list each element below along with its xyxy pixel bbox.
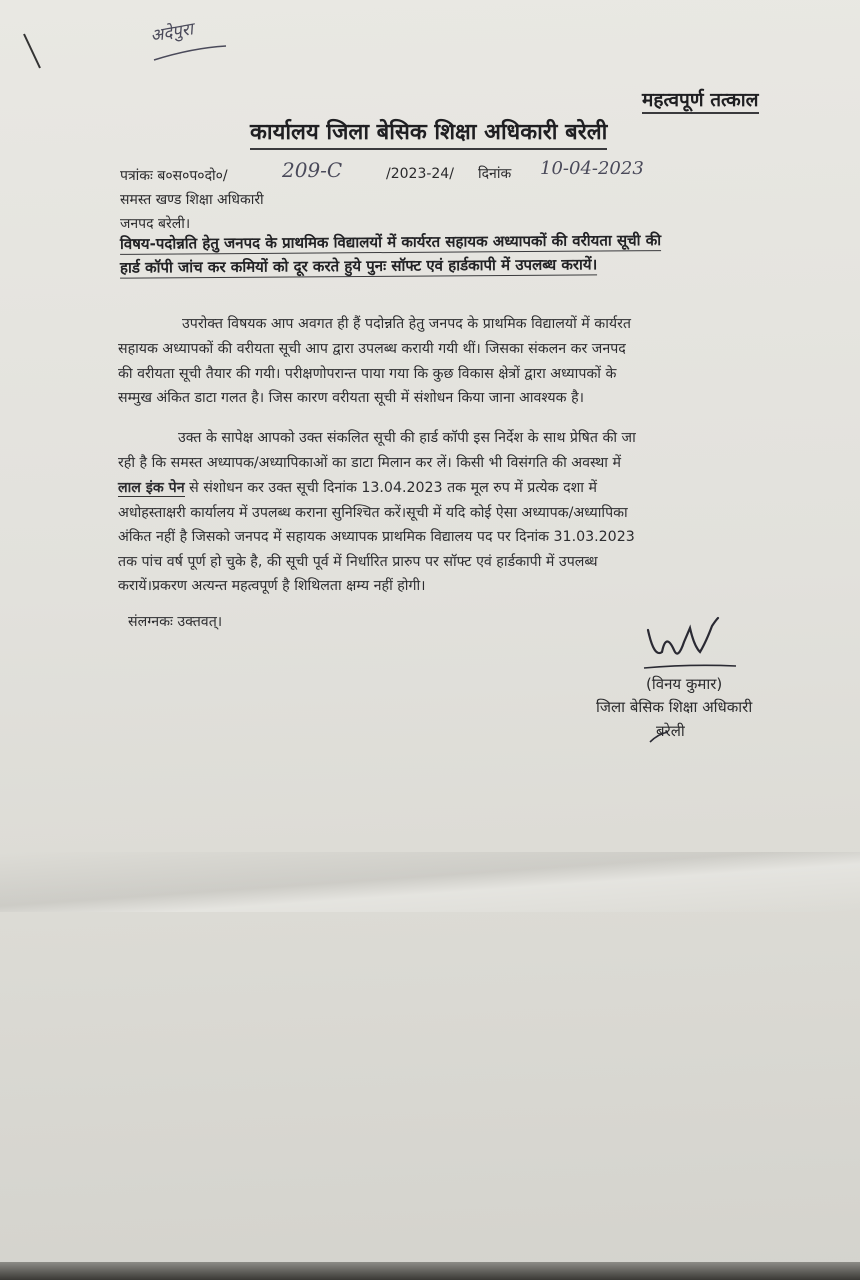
para2-line7: करायें।प्रकरण अत्यन्त महत्वपूर्ण है शिथिलता क्षम्य नहीं होगी। bbox=[118, 578, 426, 594]
urgent-label: महत्वपूर्ण तत्काल bbox=[642, 86, 759, 114]
enclosure-note: संलग्नकः उक्तवत्। bbox=[128, 614, 223, 630]
para2-line2: रही है कि समस्त अध्यापक/अध्यापिकाओं का डाटा मिलान कर लें। किसी भी विसंगति की अवस्था में bbox=[118, 455, 621, 471]
recipient-line2: जनपद बरेली। bbox=[120, 216, 191, 232]
para2-line6: तक पांच वर्ष पूर्ण हो चुके है, की सूची पूर्व में निर्धारित प्रारुप पर सॉफ्ट एवं हार्डकापी में उपलब्ध bbox=[118, 554, 598, 570]
place-strike-mark bbox=[648, 730, 672, 746]
ref-date: 10-04-2023 bbox=[540, 158, 644, 179]
paper-fold bbox=[0, 852, 860, 912]
ref-year: /2023-24/ bbox=[386, 166, 454, 182]
handwritten-underline bbox=[152, 44, 232, 64]
para1-line1: उपरोक्त विषयक आप अवगत ही हैं पदोन्नति हेतु जनपद के प्राथमिक विद्यालयों में कार्यरत bbox=[182, 316, 631, 332]
ref-prefix: पत्रांकः ब०स०प०दो०/ bbox=[120, 168, 228, 184]
recipient-line1: समस्त खण्ड शिक्षा अधिकारी bbox=[120, 192, 264, 208]
signatory-place: बरेली bbox=[656, 722, 685, 740]
para2-line3-rest: से संशोधन कर उक्त सूची दिनांक 13.04.2023 तक मूल रुप में प्रत्येक दशा में bbox=[184, 480, 597, 496]
signatory-name: (विनय कुमार) bbox=[646, 675, 723, 693]
subject-line1: विषय-पदोन्नति हेतु जनपद के प्राथमिक विद्यालयों में कार्यरत सहायक अध्यापकों की वरीयता सूची की bbox=[119, 231, 662, 253]
para1-line2: सहायक अध्यापकों की वरीयता सूची आप द्वारा उपलब्ध करायी गयी थीं। जिसका संकलन कर जनपद bbox=[118, 341, 626, 357]
subject-line2: हार्ड कॉपी जांच कर कमियों को दूर करते हुये पुनः सॉफ्ट एवं हार्डकापी में उपलब्ध करायें। bbox=[119, 255, 598, 277]
ref-date-label: दिनांक bbox=[478, 166, 512, 182]
para2-line5: अंकित नहीं है जिसको जनपद में सहायक अध्यापक प्राथमिक विद्यालय पद पर दिनांक 31.03.2023 bbox=[118, 529, 635, 545]
margin-mark-icon bbox=[18, 30, 48, 75]
para2-line3 bbox=[118, 478, 597, 497]
para2-line4: अधोहस्ताक्षरी कार्यालय में उपलब्ध कराना सुनिश्चित करें।सूची में यदि कोई ऐसा अध्यापक/अध्यापिका bbox=[118, 505, 628, 521]
handwritten-note: अदेपुरा bbox=[148, 19, 195, 47]
signature-icon bbox=[640, 612, 750, 674]
ref-number: 209-C bbox=[282, 158, 343, 182]
office-title: कार्यालय जिला बेसिक शिक्षा अधिकारी बरेली bbox=[250, 116, 607, 150]
para1-line3: की वरीयता सूची तैयार की गयी। परीक्षणोपरान्त पाया गया कि कुछ विकास क्षेत्रों द्वारा अध्यापकों के bbox=[118, 366, 617, 382]
page-bottom-edge bbox=[0, 1262, 860, 1280]
red-ink-pen-text: लाल इंक पेन bbox=[118, 480, 185, 496]
signatory-designation: जिला बेसिक शिक्षा अधिकारी bbox=[596, 698, 753, 716]
para1-line4: सम्मुख अंकित डाटा गलत है। जिस कारण वरीयता सूची में संशोधन किया जाना आवश्यक है। bbox=[118, 390, 584, 406]
para2-line1: उक्त के सापेक्ष आपको उक्त संकलित सूची की हार्ड कॉपी इस निर्देश के साथ प्रेषित की जा bbox=[178, 430, 636, 446]
